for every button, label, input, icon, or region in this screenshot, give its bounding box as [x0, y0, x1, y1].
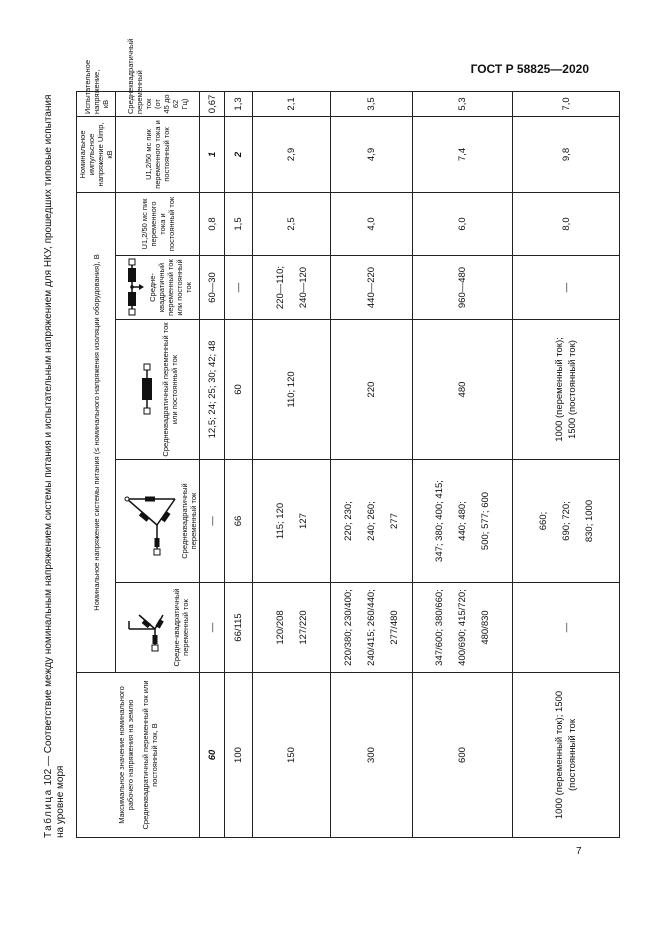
header-nominal-group: Номинальное напряжение системы питания (≤ номинального напряжения изоляции оборудования), В [77, 192, 116, 672]
header-test-group: Испытательное напряжение, кВ [77, 91, 116, 116]
table-row [253, 91, 331, 837]
header-max-voltage [77, 673, 200, 838]
cell-1ph2w: 1000 (переменный ток); 1500 (постоянный ток) [513, 320, 620, 460]
single-phase-three-wire-symbol [123, 257, 145, 317]
cell-1ph2w: 60 [225, 320, 253, 460]
cell-max: 150 [253, 673, 331, 838]
header-1ph2w-text: Среднеквадратичный переменный ток или постоянный ток [161, 322, 179, 457]
header-3ph4w [116, 583, 200, 673]
header-max-voltage-text: Максимальное значение номинального рабочего напряжения на землю [117, 686, 135, 824]
header-3ph3w-text: Среднеквадратичный переменный ток [180, 483, 198, 559]
header-impulse-group: Номинальное импульсное напряжение Uimp, кВ [77, 116, 116, 192]
header-1ph2w [116, 320, 200, 460]
cell-test: 0,67 [200, 91, 225, 116]
table-row [200, 91, 225, 837]
cell-1ph3w: — [225, 256, 253, 320]
cell-1ph3w: 220—110; 240—120 [253, 256, 331, 320]
cell-uimp: 7,4 [413, 116, 513, 192]
header-max-voltage-sub: Среднеквадратичный переменный ток или постоянный ток, В [141, 680, 159, 830]
cell-uimp: 1 [200, 116, 225, 192]
cell-3ph4w: 66/115 [225, 583, 253, 673]
cell-uimp: 2 [225, 116, 253, 192]
table-row [225, 91, 253, 837]
cell-uimp: 2,9 [253, 116, 331, 192]
cell-u12: 0,8 [200, 192, 225, 255]
cell-3ph3w: — [200, 460, 225, 583]
cell-test: 3,5 [331, 91, 413, 116]
three-phase-three-wire-symbol [117, 481, 177, 561]
cell-u12: 8,0 [513, 192, 620, 255]
cell-uimp: 4,9 [331, 116, 413, 192]
table-row [513, 91, 620, 837]
header-test-sub: Среднеквадратичный переменный ток (от 45 до 62 Гц) [116, 91, 200, 116]
cell-3ph4w: — [200, 583, 225, 673]
cell-test: 5,3 [413, 91, 513, 116]
page-number: 7 [576, 846, 582, 857]
cell-1ph3w: 440—220 [331, 256, 413, 320]
single-phase-two-wire-symbol [136, 363, 158, 417]
cell-3ph3w: 347; 380; 400; 415; 440; 480; 500; 577; 600 [413, 460, 513, 583]
cell-1ph3w: 60—30 [200, 256, 225, 320]
header-3ph4w-text: Средне-квадратичный переменный ток [172, 588, 190, 667]
header-1ph3w [116, 256, 200, 320]
table-row [331, 91, 413, 837]
cell-1ph2w: 12,5; 24; 25; 30; 42; 48 [200, 320, 225, 460]
header-1ph3w-text: Средне-квадратичный переменный ток или постоянный ток [147, 259, 193, 316]
header-u12: U1,2/50 мс пик переменного тока и постоянный ток [116, 192, 200, 255]
cell-1ph2w: 110; 120 [253, 320, 331, 460]
cell-max: 300 [331, 673, 413, 838]
three-phase-four-wire-symbol [125, 598, 169, 658]
cell-test: 7,0 [513, 91, 620, 116]
header-3ph3w [116, 460, 200, 583]
cell-u12: 1,5 [225, 192, 253, 255]
cell-u12: 6,0 [413, 192, 513, 255]
cell-u12: 2,5 [253, 192, 331, 255]
caption-text: — Соответствие между номинальным напряжением системы питания и испытательным напряжением для НКУ, прошедших типовые испытания на уровне моря [43, 94, 66, 838]
cell-1ph2w: 220 [331, 320, 413, 460]
caption-label: Таблица [43, 788, 54, 838]
table-caption [43, 88, 67, 838]
cell-1ph3w: — [513, 256, 620, 320]
standard-number: ГОСТ Р 58825—2020 [470, 62, 589, 76]
cell-max: 600 [413, 673, 513, 838]
cell-max: 60 [200, 673, 225, 838]
cell-test: 2,1 [253, 91, 331, 116]
cell-3ph3w: 660; 690; 720; 830; 1000 [513, 460, 620, 583]
cell-3ph3w: 115; 120 127 [253, 460, 331, 583]
caption-number: 102 [43, 768, 54, 786]
cell-3ph3w: 66 [225, 460, 253, 583]
cell-test: 1,3 [225, 91, 253, 116]
cell-3ph4w: 220/380; 230/400; 240/415; 260/440; 277/480 [331, 583, 413, 673]
cell-3ph4w: 120/208 127/220 [253, 583, 331, 673]
cell-1ph2w: 480 [413, 320, 513, 460]
cell-max: 100 [225, 673, 253, 838]
cell-uimp: 9,8 [513, 116, 620, 192]
cell-3ph3w: 220; 230; 240; 260; 277 [331, 460, 413, 583]
table-row [413, 91, 513, 837]
cell-3ph4w: — [513, 583, 620, 673]
header-impulse-sub: U1,2/50 мс пик переменного тока и постоянный ток [116, 116, 200, 192]
cell-u12: 4,0 [331, 192, 413, 255]
cell-1ph3w: 960—480 [413, 256, 513, 320]
cell-max: 1000 (переменный ток); 1500 (постоянный ток [513, 673, 620, 838]
cell-3ph4w: 347/600; 380/660; 400/690; 415/720; 480/830 [413, 583, 513, 673]
